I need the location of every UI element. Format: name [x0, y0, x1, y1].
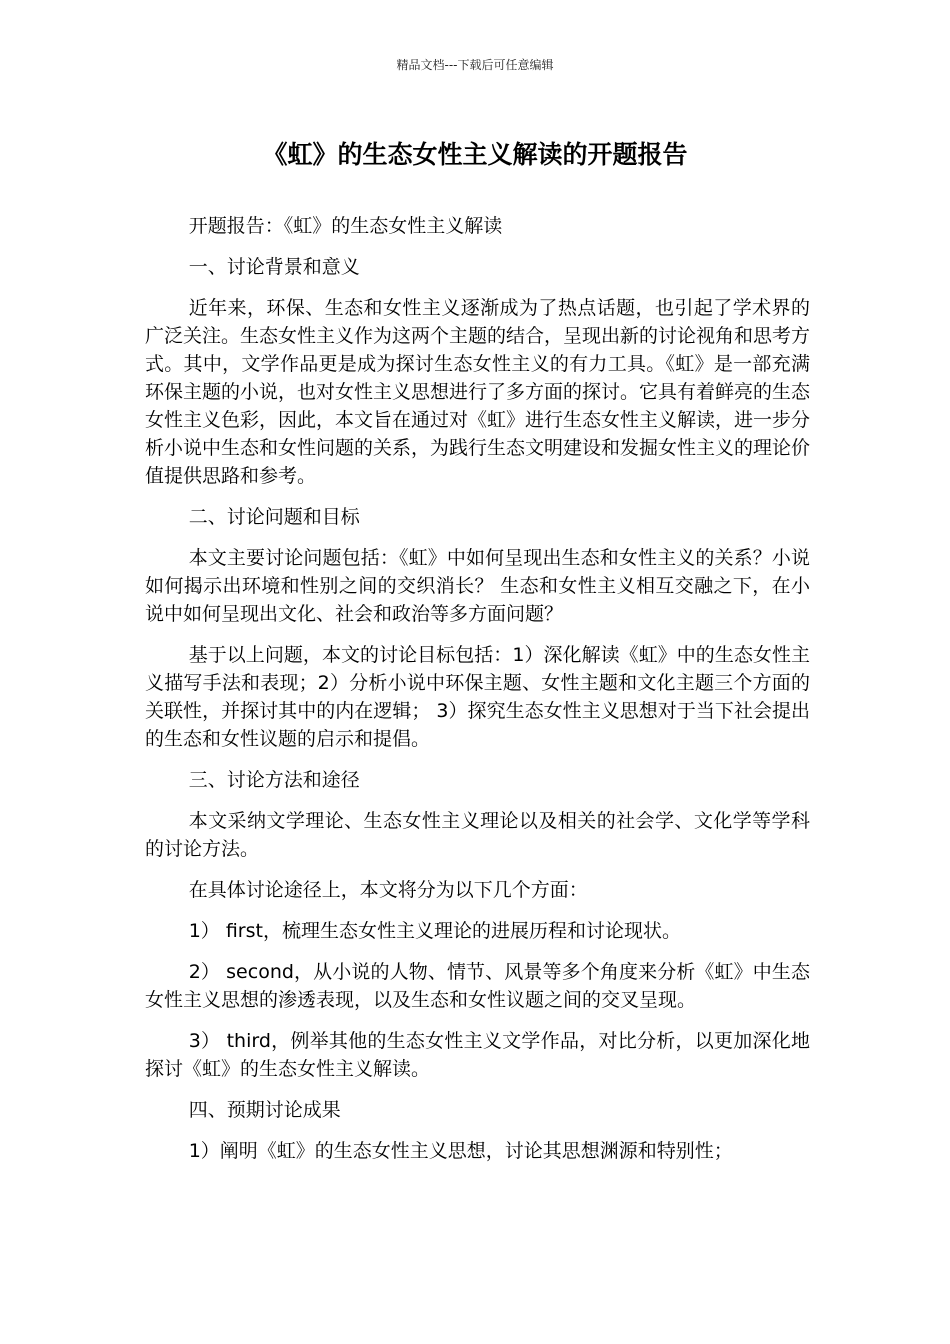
- paragraph-questions: 本文主要讨论问题包括：《虹》中如何呈现出生态和女性主义的关系？小说如何揭示出环境和性别之间的交织消长？ 生态和女性主义相互交融之下，在小说中如何呈现出文化、社会和政治等多方面问题？: [145, 547, 810, 625]
- section-heading-background: 一、讨论背景和意义: [188, 256, 360, 278]
- section-heading-outcomes: 四、预期讨论成果: [188, 1099, 341, 1121]
- paragraph-background: 近年来，环保、生态和女性主义逐渐成为了热点话题，也引起了学术界的广泛关注。生态女性主义作为这两个主题的结合，呈现出新的讨论视角和思考方式。其中，文学作品更是成为探讨生态女性主义的有力工具。《虹》是一部充满环保主题的小说，也对女性主义思想进行了多方面的探讨。它具有着鲜亮的生态女性主义色彩，因此，本文旨在通过对《虹》进行生态女性主义解读，进一步分析小说中生态和女性问题的关系，为践行生态文明建设和发掘女性主义的理论价值提供思路和参考。: [145, 297, 811, 487]
- paragraph-goals: 基于以上问题，本文的讨论目标包括：1）深化解读《虹》中的生态女性主义描写手法和表现；2）分析小说中环保主题、女性主题和文化主题三个方面的关联性，并探讨其中的内在逻辑； 3）探究生态女性主义思想对于当下社会提出的生态和女性议题的启示和提倡。: [145, 644, 810, 750]
- section-heading-methods: 三、讨论方法和途径: [188, 769, 360, 791]
- document-body: [145, 212, 810, 1178]
- list-item-first: 1） first，梳理生态女性主义理论的进展历程和讨论现状。: [188, 920, 681, 942]
- header-note: 精品文档---下载后可任意编辑: [396, 58, 554, 72]
- list-item-third: 3） third，例举其他的生态女性主义文学作品，对比分析，以更加深化地探讨《虹》的生态女性主义解读。: [145, 1030, 810, 1080]
- list-item-second: 2） second，从小说的人物、情节、风景等多个角度来分析《虹》中生态女性主义思想的渗透表现，以及生态和女性议题之间的交叉呈现。: [145, 961, 810, 1011]
- paragraph-approach-intro: 在具体讨论途径上，本文将分为以下几个方面：: [188, 879, 588, 901]
- list-item-outcome-1: 1）阐明《虹》的生态女性主义思想，讨论其思想渊源和特别性；: [188, 1140, 733, 1162]
- document-title: 《虹》的生态女性主义解读的开题报告: [262, 140, 688, 169]
- paragraph-methods: 本文采纳文学理论、生态女性主义理论以及相关的社会学、文化学等学科的讨论方法。: [145, 810, 810, 860]
- section-heading-questions: 二、讨论问题和目标: [188, 506, 360, 528]
- paragraph-report-heading: 开题报告：《虹》的生态女性主义解读: [188, 215, 503, 237]
